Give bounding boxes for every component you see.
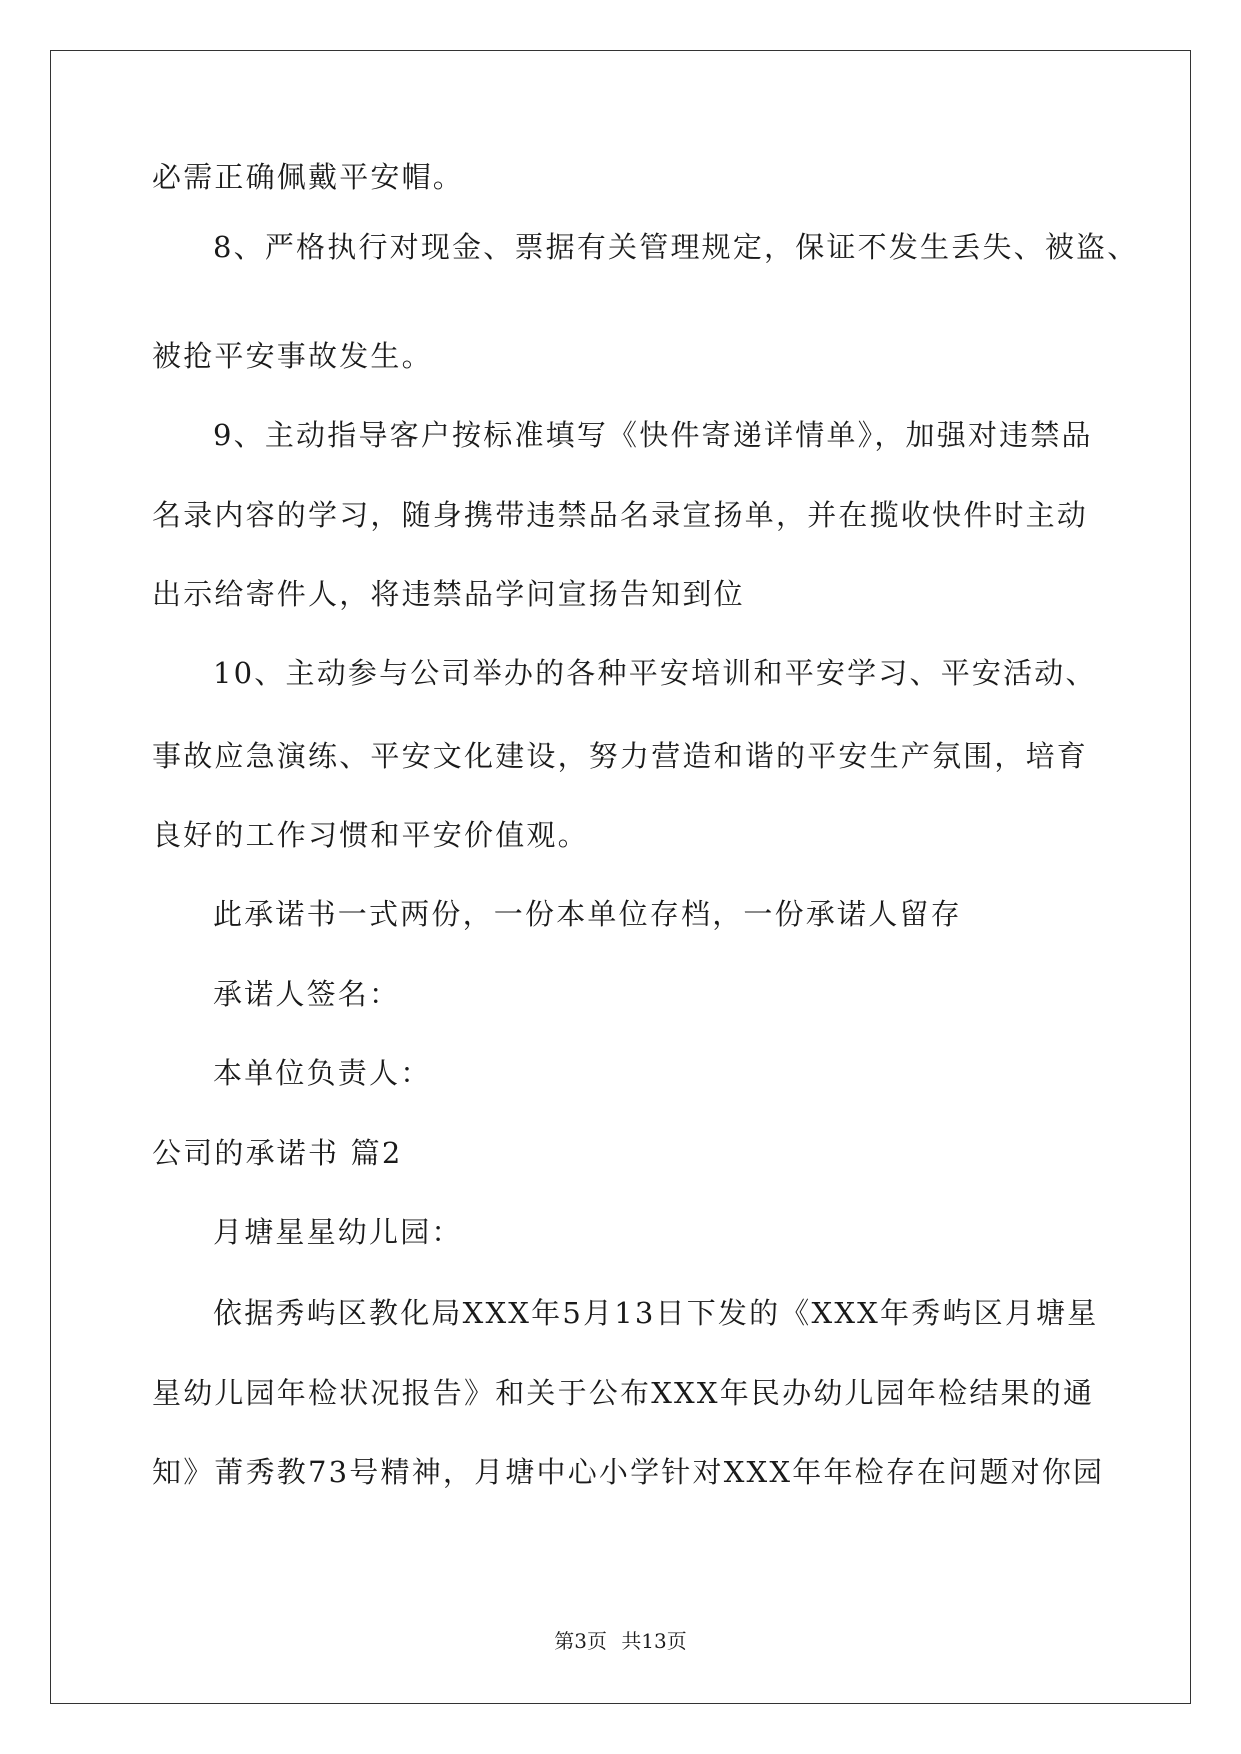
recipient-line: 月塘星星幼儿园： [213, 1215, 463, 1249]
paragraph-line: 9、主动指导客户按标准填写《快件寄递详情单》，加强对违禁品 [213, 418, 1093, 452]
paragraph-line: 依据秀屿区教化局XXX年5月13日下发的《XXX年秀屿区月塘星 [213, 1296, 1099, 1330]
paragraph-line: 被抢平安事故发生。 [152, 339, 433, 373]
page-footer [0, 1629, 1241, 1653]
paragraph-line: 知》莆秀教73号精神，月塘中心小学针对XXX年年检存在问题对你园 [152, 1455, 1105, 1489]
paragraph-line: 星幼儿园年检状况报告》和关于公布XXX年民办幼儿园年检结果的通 [152, 1376, 1095, 1410]
paragraph-line: 8、严格执行对现金、票据有关管理规定，保证不发生丢失、被盗、 [213, 230, 1139, 264]
page-number: 第3页 [554, 1629, 607, 1653]
section-heading: 公司的承诺书 篇2 [152, 1136, 403, 1170]
paragraph-line: 名录内容的学习，随身携带违禁品名录宣扬单，并在揽收快件时主动 [152, 498, 1089, 532]
page-total: 共13页 [621, 1629, 687, 1653]
signature-label: 承诺人签名： [213, 977, 401, 1011]
paragraph-line: 良好的工作习惯和平安价值观。 [152, 818, 589, 852]
paragraph-line: 出示给寄件人，将违禁品学问宣扬告知到位 [152, 577, 745, 611]
paragraph-line: 10、主动参与公司举办的各种平安培训和平安学习、平安活动、 [213, 656, 1097, 690]
paragraph-line: 必需正确佩戴平安帽。 [152, 160, 465, 194]
responsible-person-label: 本单位负责人： [213, 1056, 432, 1090]
paragraph-line: 此承诺书一式两份，一份本单位存档，一份承诺人留存 [213, 897, 962, 931]
paragraph-line: 事故应急演练、平安文化建设，努力营造和谐的平安生产氛围，培育 [152, 739, 1089, 773]
